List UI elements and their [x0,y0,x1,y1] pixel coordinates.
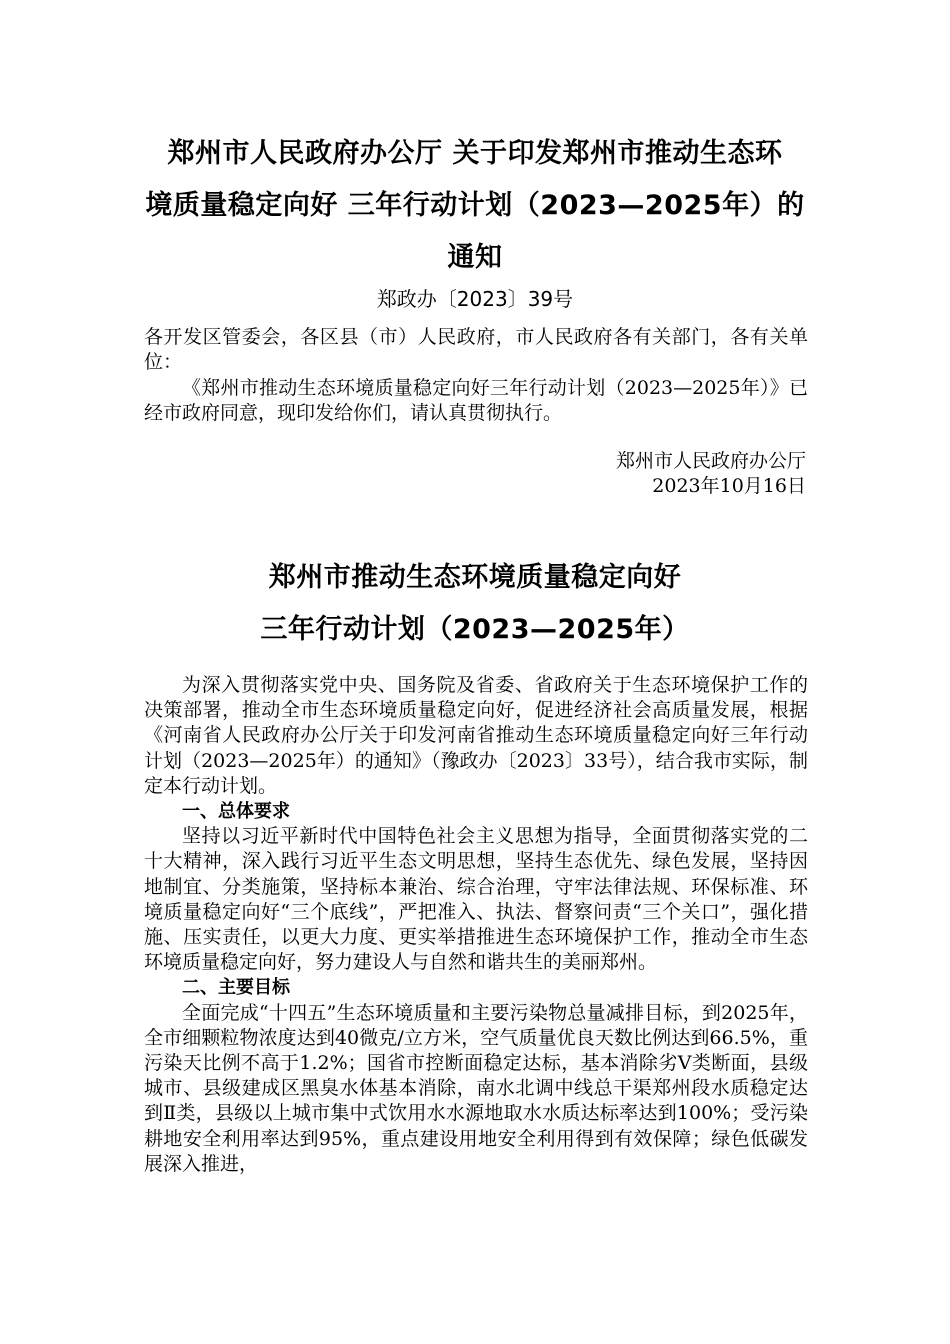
signature-block [144,449,806,499]
notice-title [130,128,820,284]
section-heading-main-targets: 二、主要目标 [182,977,290,999]
notice-title-line: 境质量稳定向好 三年行动计划（2023—2025年）的 [145,190,805,221]
notice-body: 《郑州市推动生态环境质量稳定向好三年行动计划（2023—2025年）》已经市政府同意，现印发给你们，请认真贯彻执行。 [144,377,808,424]
issuer: 郑州市人民政府办公厅 [615,450,806,472]
section-paragraph-general-requirements: 坚持以习近平新时代中国特色社会主义思想为指导，全面贯彻落实党的二十大精神，深入践行习近平生态文明思想，坚持生态优先、绿色发展，坚持因地制宜、分类施策，坚持标本兼治、综合治理，守牢法律法规、环保标准、环境质量稳定向好“三个底线”，严把准入、执法、督察问责“三个关口”，强化措施、压实责任，以更大力度、更实举措推进生态环境保护工作，推动全市生态环境质量稳定向好，努力建设人与自然和谐共生的美丽郑州。 [144,825,808,974]
document-number: 郑政办〔2023〕39号 [376,287,574,311]
issue-date: 2023年10月16日 [652,475,806,497]
plan-title [130,552,820,656]
section-heading-general-requirements: 一、总体要求 [182,801,290,823]
plan-title-line: 郑州市推动生态环境质量稳定向好 [268,562,682,593]
notice-title-line: 通知 [447,242,503,273]
plan-body [144,673,808,1177]
plan-intro-paragraph: 为深入贯彻落实党中央、国务院及省委、省政府关于生态环境保护工作的决策部署，推动全市生态环境质量稳定向好，促进经济社会高质量发展，根据《河南省人民政府办公厅关于印发河南省推动生态环境质量稳定向好三年行动计划（2023—2025年）的通知》（豫政办〔2023〕33号），结合我市实际，制定本行动计划。 [144,674,808,797]
section-paragraph-main-targets: 全面完成“十四五”生态环境质量和主要污染物总量减排目标，到2025年，全市细颗粒物浓度达到40微克/立方米，空气质量优良天数比例达到66.5%，重污染天比例不高于1.2%；国省市控断面稳定达标，基本消除劣Ⅴ类断面，县级城市、县级建成区黑臭水体基本消除，南水北调中线总干渠郑州段水质稳定达到Ⅱ类，县级以上城市集中式饮用水水源地取水水质达标率达到100%；受污染耕地安全利用率达到95%，重点建设用地安全利用得到有效保障；绿色低碳发展深入推进， [144,1001,808,1175]
notice-title-line: 郑州市人民政府办公厅 关于印发郑州市推动生态环 [167,138,783,169]
plan-title-line: 三年行动计划（2023—2025年） [260,614,690,645]
addressee: 各开发区管委会，各区县（市）人民政府，市人民政府各有关部门，各有关单位： [144,326,808,373]
